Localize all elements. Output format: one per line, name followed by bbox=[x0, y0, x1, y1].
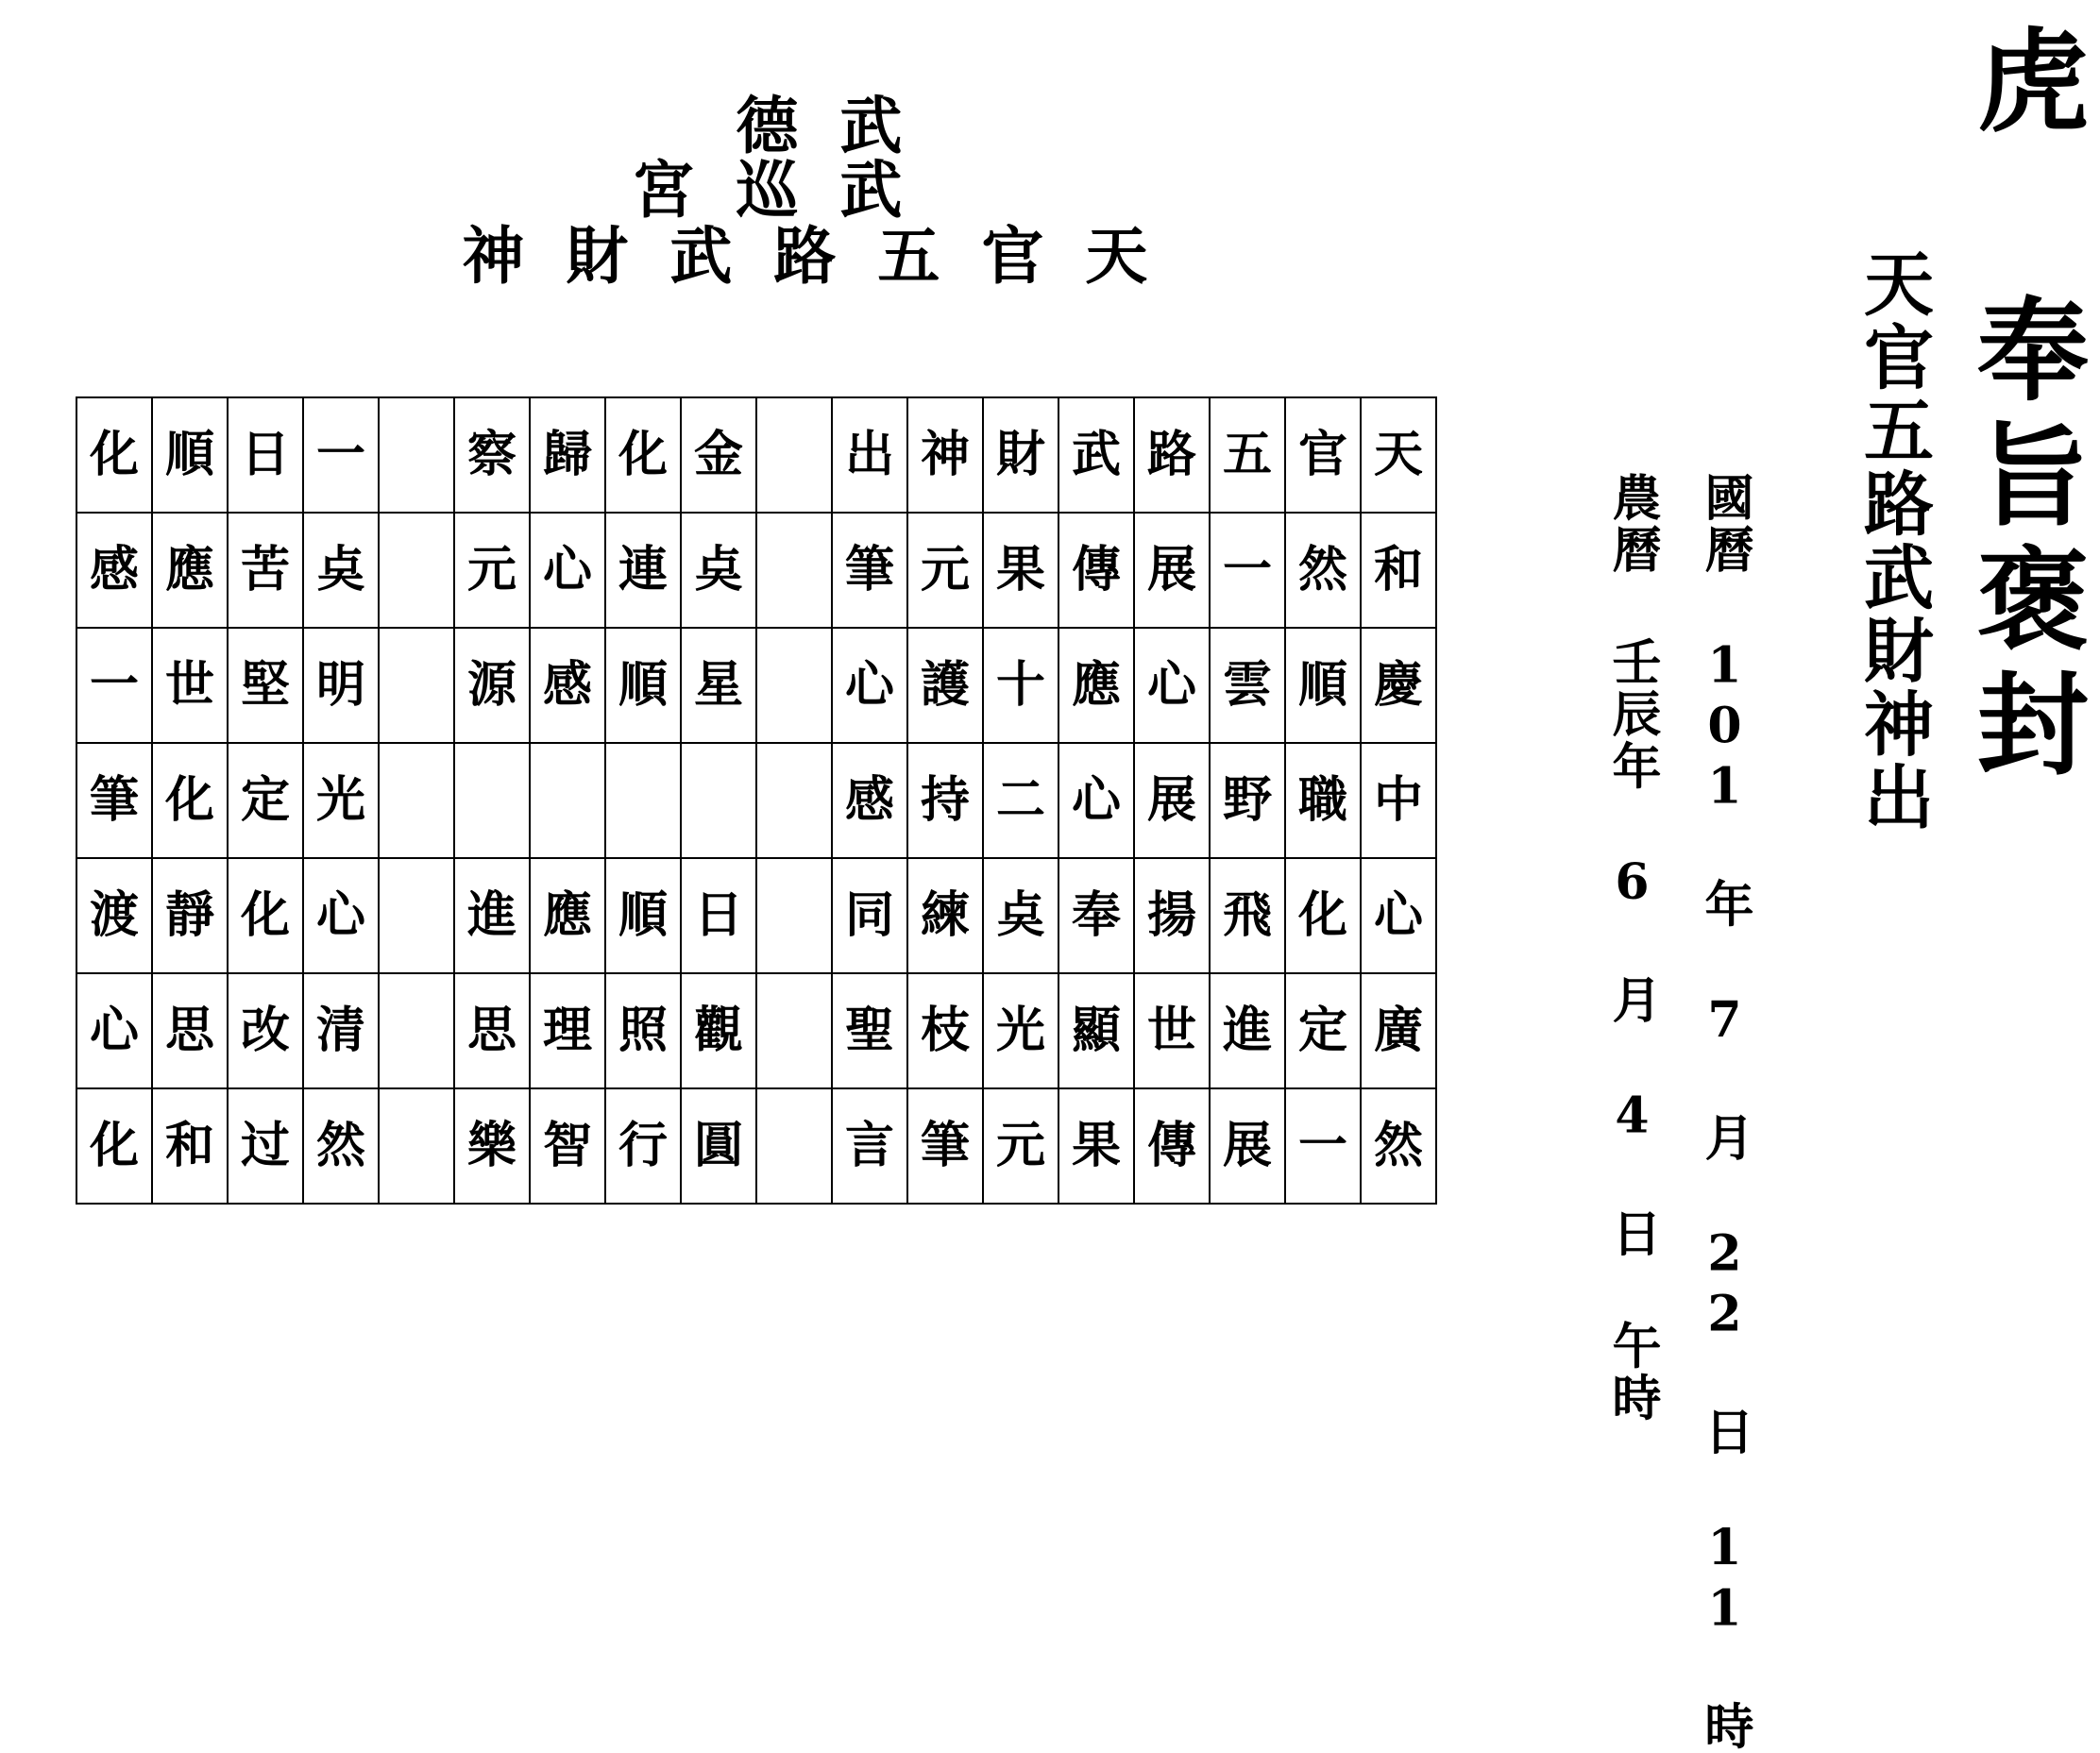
grid-cell: 日 bbox=[681, 858, 756, 973]
grid-cell: 順 bbox=[605, 858, 681, 973]
grid-cell: 化 bbox=[1285, 858, 1361, 973]
grid-cell-empty bbox=[756, 973, 832, 1088]
grid-cell-empty bbox=[681, 743, 756, 858]
heading-char: 武 bbox=[839, 89, 907, 162]
grid-cell: 化 bbox=[76, 1088, 152, 1204]
grid-cell: 化 bbox=[76, 397, 152, 513]
grid-cell: 心 bbox=[1058, 743, 1134, 858]
page-title: 虎 奉旨褒封 bbox=[1958, 23, 2090, 791]
grid-cell: 神 bbox=[907, 397, 983, 513]
grid-cell: 果 bbox=[983, 513, 1058, 628]
grid-cell: 理 bbox=[530, 973, 605, 1088]
grid-cell: 筆 bbox=[76, 743, 152, 858]
grid-cell: 進 bbox=[1210, 973, 1285, 1088]
grid-cell: 一 bbox=[1210, 513, 1285, 628]
grid-cell: 應 bbox=[530, 858, 605, 973]
grid-cell-empty bbox=[379, 397, 454, 513]
grid-cell: 心 bbox=[530, 513, 605, 628]
grid-cell: 然 bbox=[303, 1088, 379, 1204]
grid-cell-empty bbox=[454, 743, 530, 858]
grid-cell: 光 bbox=[983, 973, 1058, 1088]
grid-cell: 源 bbox=[454, 628, 530, 743]
grid-cell: 元 bbox=[454, 513, 530, 628]
grid-cell: 連 bbox=[605, 513, 681, 628]
grid-cell: 世 bbox=[152, 628, 228, 743]
grid-cell-empty bbox=[379, 973, 454, 1088]
grid-cell: 堅 bbox=[228, 628, 303, 743]
grid-cell: 元 bbox=[907, 513, 983, 628]
grid-cell: 慶 bbox=[1361, 628, 1436, 743]
grid-cell: 枝 bbox=[907, 973, 983, 1088]
grid-cell: 五 bbox=[1210, 397, 1285, 513]
grid-cell: 心 bbox=[303, 858, 379, 973]
grid-cell: 順 bbox=[152, 397, 228, 513]
grid-cell: 明 bbox=[303, 628, 379, 743]
grid-cell: 揚 bbox=[1134, 858, 1210, 973]
grid-cell: 和 bbox=[1361, 513, 1436, 628]
grid-cell: 聖 bbox=[832, 973, 907, 1088]
grid-cell: 傳 bbox=[1134, 1088, 1210, 1204]
grid-cell: 顯 bbox=[1058, 973, 1134, 1088]
grid-cell: 中 bbox=[1361, 743, 1436, 858]
table-row bbox=[76, 858, 1436, 973]
grid-cell: 心 bbox=[832, 628, 907, 743]
table-row bbox=[76, 397, 1436, 513]
grid-cell: 展 bbox=[1134, 513, 1210, 628]
heading-char: 五 bbox=[877, 219, 945, 293]
grid-cell: 行 bbox=[605, 1088, 681, 1204]
grid-cell: 同 bbox=[832, 858, 907, 973]
grid-cell: 筆 bbox=[907, 1088, 983, 1204]
heading-char: 巡 bbox=[736, 153, 804, 227]
grid-cell: 歸 bbox=[530, 397, 605, 513]
grid-cell-empty bbox=[379, 743, 454, 858]
grid-cell-empty bbox=[605, 743, 681, 858]
grid-cell: 二 bbox=[983, 743, 1058, 858]
grid-cell: 奌 bbox=[303, 513, 379, 628]
grid-cell: 元 bbox=[983, 1088, 1058, 1204]
date-gregorian: 國曆 101 年 7 月 22 日 11 時 bbox=[1696, 472, 1753, 1753]
grid-cell: 職 bbox=[1285, 743, 1361, 858]
grid-cell: 順 bbox=[605, 628, 681, 743]
grid-cell: 野 bbox=[1210, 743, 1285, 858]
heading-char: 神 bbox=[462, 219, 530, 293]
grid-cell: 思 bbox=[454, 973, 530, 1088]
heading-char: 財 bbox=[566, 219, 634, 293]
grid-cell: 圓 bbox=[681, 1088, 756, 1204]
grid-cell: 靜 bbox=[152, 858, 228, 973]
grid-cell: 路 bbox=[1134, 397, 1210, 513]
grid-cell: 一 bbox=[303, 397, 379, 513]
grid-cell: 武 bbox=[1058, 397, 1134, 513]
grid-cell: 樂 bbox=[454, 1088, 530, 1204]
grid-cell: 察 bbox=[454, 397, 530, 513]
grid-cell: 奌 bbox=[983, 858, 1058, 973]
grid-cell: 渡 bbox=[76, 858, 152, 973]
heading-char: 路 bbox=[773, 219, 841, 293]
grid-cell: 然 bbox=[1361, 1088, 1436, 1204]
grid-cell: 一 bbox=[76, 628, 152, 743]
grid-cell-empty bbox=[379, 513, 454, 628]
grid-cell: 應 bbox=[1058, 628, 1134, 743]
grid-cell: 定 bbox=[1285, 973, 1361, 1088]
grid-cell: 感 bbox=[832, 743, 907, 858]
grid-cell: 持 bbox=[907, 743, 983, 858]
heading-char: 官 bbox=[981, 219, 1049, 293]
grid-cell: 應 bbox=[152, 513, 228, 628]
grid-cell: 官 bbox=[1285, 397, 1361, 513]
grid-cell: 感 bbox=[530, 628, 605, 743]
grid-cell: 心 bbox=[1361, 858, 1436, 973]
grid-cell: 化 bbox=[228, 858, 303, 973]
grid-cell: 奉 bbox=[1058, 858, 1134, 973]
grid-cell: 出 bbox=[832, 397, 907, 513]
grid-cell-empty bbox=[756, 628, 832, 743]
grid-cell: 果 bbox=[1058, 1088, 1134, 1204]
heading-char: 宮 bbox=[632, 153, 700, 227]
grid-cell: 世 bbox=[1134, 973, 1210, 1088]
right-title-column bbox=[1590, 0, 2100, 1753]
grid-cell: 財 bbox=[983, 397, 1058, 513]
grid-cell: 天 bbox=[1361, 397, 1436, 513]
grid-cell: 光 bbox=[303, 743, 379, 858]
heading-char: 武 bbox=[839, 153, 907, 227]
grid-cell: 言 bbox=[832, 1088, 907, 1204]
grid-cell-empty bbox=[379, 628, 454, 743]
grid-cell: 照 bbox=[605, 973, 681, 1088]
subtitle: 天官五路武財神出 bbox=[1853, 247, 1934, 834]
date-lunar: 農曆 壬辰年 6 月 4 日 午時 bbox=[1603, 472, 1661, 1425]
grid-cell: 觀 bbox=[681, 973, 756, 1088]
grid-cell: 飛 bbox=[1210, 858, 1285, 973]
table-row bbox=[76, 973, 1436, 1088]
heading-fan bbox=[444, 76, 1473, 293]
grid-cell-empty bbox=[756, 1088, 832, 1204]
heading-char: 德 bbox=[736, 89, 804, 162]
grid-cell: 定 bbox=[228, 743, 303, 858]
grid-cell: 雲 bbox=[1210, 628, 1285, 743]
grid-cell-empty bbox=[756, 743, 832, 858]
grid-cell: 一 bbox=[1285, 1088, 1361, 1204]
grid-cell: 和 bbox=[152, 1088, 228, 1204]
grid-cell: 星 bbox=[681, 628, 756, 743]
grid-cell: 心 bbox=[76, 973, 152, 1088]
grid-cell: 改 bbox=[228, 973, 303, 1088]
grid-cell: 筆 bbox=[832, 513, 907, 628]
grid-cell-empty bbox=[756, 397, 832, 513]
table-row bbox=[76, 628, 1436, 743]
grid-cell: 苦 bbox=[228, 513, 303, 628]
grid-cell: 進 bbox=[454, 858, 530, 973]
character-grid bbox=[76, 396, 1437, 1205]
grid-cell: 化 bbox=[605, 397, 681, 513]
grid-cell: 展 bbox=[1210, 1088, 1285, 1204]
grid-cell: 过 bbox=[228, 1088, 303, 1204]
grid-cell: 思 bbox=[152, 973, 228, 1088]
grid-cell: 奌 bbox=[681, 513, 756, 628]
table-row bbox=[76, 743, 1436, 858]
grid-cell: 智 bbox=[530, 1088, 605, 1204]
grid-cell: 心 bbox=[1134, 628, 1210, 743]
heading-char: 天 bbox=[1085, 219, 1153, 293]
heading-char: 武 bbox=[669, 219, 737, 293]
heading-fan-row-3 bbox=[444, 206, 1171, 295]
grid-cell: 然 bbox=[1285, 513, 1361, 628]
grid-cell: 日 bbox=[228, 397, 303, 513]
grid-cell: 十 bbox=[983, 628, 1058, 743]
grid-cell: 順 bbox=[1285, 628, 1361, 743]
grid-cell: 化 bbox=[152, 743, 228, 858]
table-row bbox=[76, 513, 1436, 628]
grid-cell-empty bbox=[379, 858, 454, 973]
grid-cell: 傳 bbox=[1058, 513, 1134, 628]
character-grid-body bbox=[76, 397, 1436, 1204]
grid-cell: 廣 bbox=[1361, 973, 1436, 1088]
grid-cell-empty bbox=[756, 513, 832, 628]
grid-cell: 練 bbox=[907, 858, 983, 973]
grid-cell-empty bbox=[530, 743, 605, 858]
grid-cell-empty bbox=[756, 858, 832, 973]
grid-cell: 展 bbox=[1134, 743, 1210, 858]
grid-cell: 感 bbox=[76, 513, 152, 628]
grid-cell: 清 bbox=[303, 973, 379, 1088]
grid-cell-empty bbox=[379, 1088, 454, 1204]
grid-cell: 金 bbox=[681, 397, 756, 513]
grid-cell: 護 bbox=[907, 628, 983, 743]
table-row bbox=[76, 1088, 1436, 1204]
